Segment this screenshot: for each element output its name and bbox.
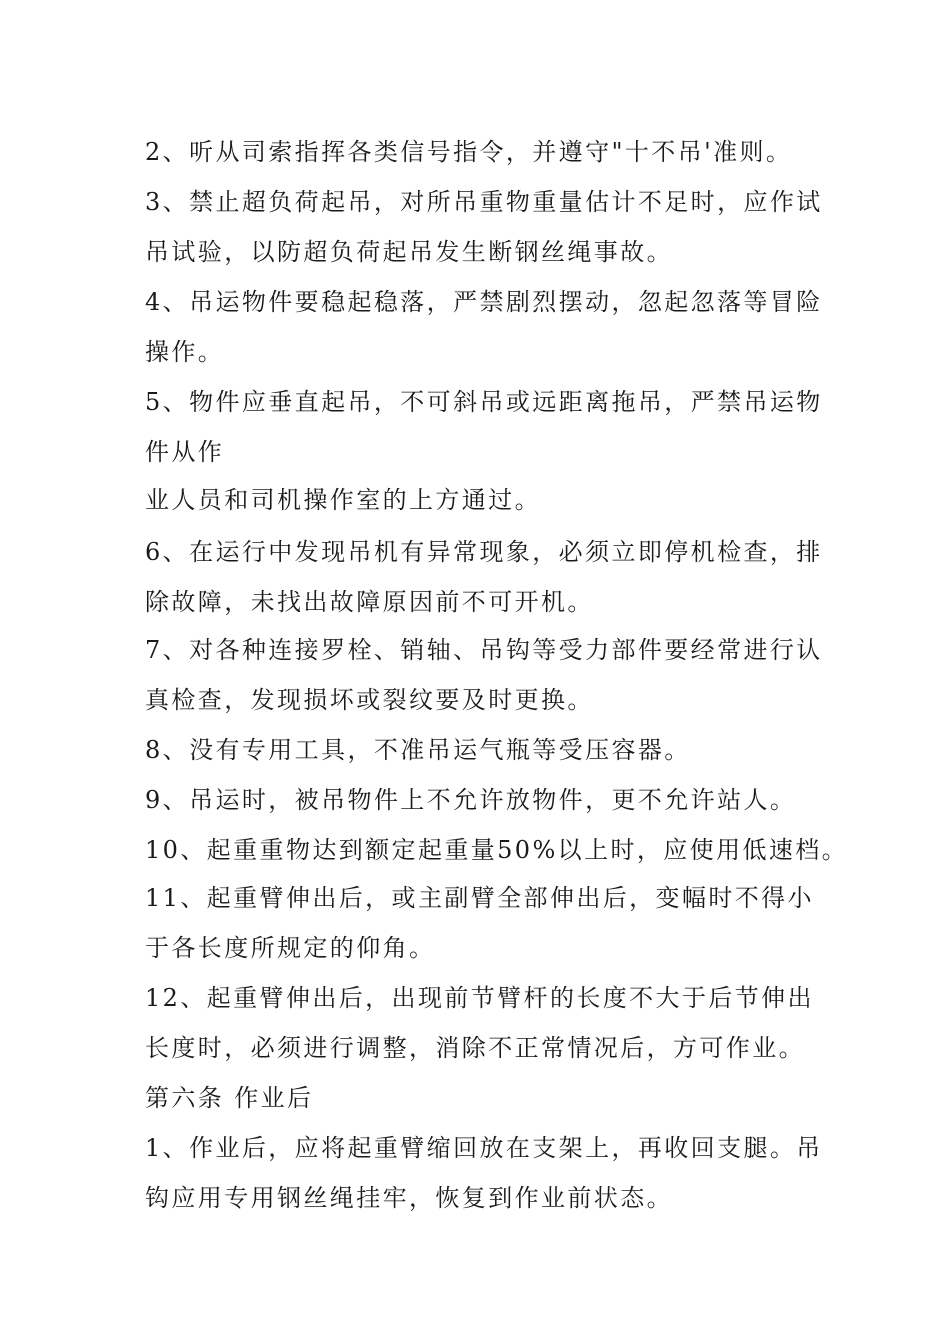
text-line: 件从作 [145, 438, 225, 466]
text-line: 除故障，未找出故障原因前不可开机。 [145, 588, 594, 616]
text-line: 8、没有专用工具，不准吊运气瓶等受压容器。 [145, 736, 691, 764]
text-line: 业人员和司机操作室的上方通过。 [145, 486, 541, 514]
text-line: 6、在运行中发现吊机有异常现象，必须立即停机检查，排 [145, 538, 823, 566]
text-line: 真检查，发现损坏或裂纹要及时更换。 [145, 686, 594, 714]
text-line: 于各长度所规定的仰角。 [145, 934, 436, 962]
text-line: 5、物件应垂直起吊，不可斜吊或远距离拖吊，严禁吊运物 [145, 388, 823, 416]
text-line: 12、起重臂伸出后，出现前节臂杆的长度不大于后节伸出 [145, 984, 814, 1012]
text-line: 3、禁止超负荷起吊，对所吊重物重量估计不足时，应作试 [145, 188, 823, 216]
text-line: 1、作业后，应将起重臂缩回放在支架上，再收回支腿。吊 [145, 1134, 823, 1162]
text-line: 9、吊运时，被吊物件上不允许放物件，更不允许站人。 [145, 786, 797, 814]
text-line: 11、起重臂伸出后，或主副臂全部伸出后，变幅时不得小 [145, 884, 814, 912]
text-line: 4、吊运物件要稳起稳落，严禁剧烈摆动，忽起忽落等冒险 [145, 288, 823, 316]
text-line: 吊试验，以防超负荷起吊发生断钢丝绳事故。 [145, 238, 673, 266]
text-line: 长度时，必须进行调整，消除不正常情况后，方可作业。 [145, 1034, 805, 1062]
text-line: 操作。 [145, 338, 225, 366]
section-heading: 第六条 作业后 [145, 1084, 314, 1112]
text-line: 2、听从司索指挥各类信号指令，并遵守"十不吊'准则。 [145, 138, 793, 166]
text-line: 7、对各种连接罗栓、销轴、吊钩等受力部件要经常进行认 [145, 636, 823, 664]
text-line: 钩应用专用钢丝绳挂牢，恢复到作业前状态。 [145, 1184, 673, 1212]
text-line: 10、起重重物达到额定起重量50%以上时，应使用低速档。 [145, 836, 849, 864]
